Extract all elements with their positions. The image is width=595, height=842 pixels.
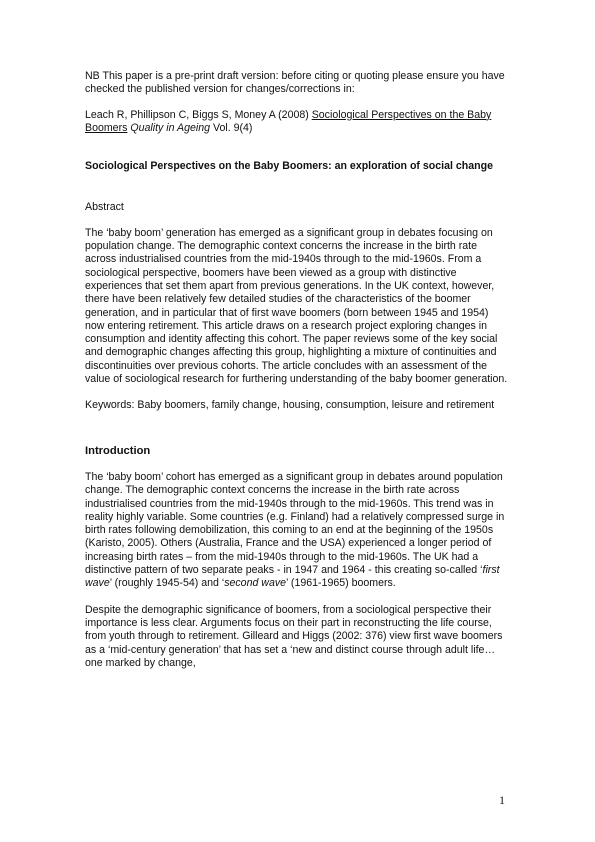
page-number: 1 [499, 793, 505, 807]
first-wave-term: first wave [85, 564, 500, 590]
second-wave-term: second wave [224, 577, 287, 590]
citation-volume: Vol. 9(4) [210, 121, 253, 134]
abstract-heading: Abstract [85, 201, 124, 214]
abstract-body: The ‘baby boom’ generation has emerged as a significant group in debates focusing on population change. The demographic context concerns the increase in the birth rate across industrialised countries from the mid-1940s through to the mid-1960s. From a sociological perspective, boomers have been viewed as a group with distinctive experiences that set them apart from previous generations. In the UK context, however, there have been relatively few detailed studies of the characteristics of the boomer generation, and in particular that of first wave boomers (born between 1945 and 1954) now entering retirement. This article draws on a research project exploring changes in consumption and identity affecting this cohort. The paper reviews some of the key social and demographic changes affecting this group, highlighting a mixture of continuities and discontinuities over previous cohorts. The article concludes with an assessment of the value of sociological research for furthering understanding of the baby boomer generation. [85, 226, 508, 386]
introduction-paragraph-1 [85, 471, 510, 591]
keywords: Keywords: Baby boomers, family change, housing, consumption, leisure and retirement [85, 399, 495, 412]
intro-text-c: ’ (1961-1965) boomers. [286, 577, 396, 590]
citation [85, 109, 510, 136]
introduction-paragraph-2: Despite the demographic significance of boomers, from a sociological perspective their importance is less clear. Arguments focus on their part in reconstructing the life course, from youth through to retirement. Gilleard and Higgs (2002: 376) view first wave boomers as a ‘mid-century generation’ that has set a ‘new and distinct course through adult life…one marked by change, [85, 603, 503, 669]
citation-authors: Leach R, Phillipson C, Biggs S, Money A (2008) [85, 108, 312, 121]
introduction-heading: Introduction [85, 444, 151, 457]
intro-text-a: The ‘baby boom’ cohort has emerged as a significant group in debates around population change. The demographic context concerns the increase in the birth rate across industrialised countries from the mid-1940s through to the mid-1960s. This trend was in reality highly variable. Some countries (e.g. Finland) had a relatively compressed surge in birth rates following demobilization, this coming to an end at the beginning of the 1950s (Karisto, 2005). Others (Australia, France and the USA) experienced a longer period of increasing birth rates – from the mid-1940s through to the mid-1960s. The UK had a distinctive pattern of two separate peaks - in 1947 and 1964 - this creating so-called ‘ [85, 470, 505, 577]
citation-journal: Quality in Ageing [130, 121, 211, 134]
citation-title-link[interactable]: Sociological Perspectives on the Baby Boomers [85, 108, 492, 134]
preprint-notice: NB This paper is a pre-print draft version: before citing or quoting please ensure you have checked the published version for changes/corrections in: [85, 70, 505, 96]
intro-text-b: ’ (roughly 1945-54) and ‘ [109, 577, 225, 590]
page-content [85, 70, 510, 670]
paper-title: Sociological Perspectives on the Baby Boomers: an exploration of social change [85, 160, 493, 173]
